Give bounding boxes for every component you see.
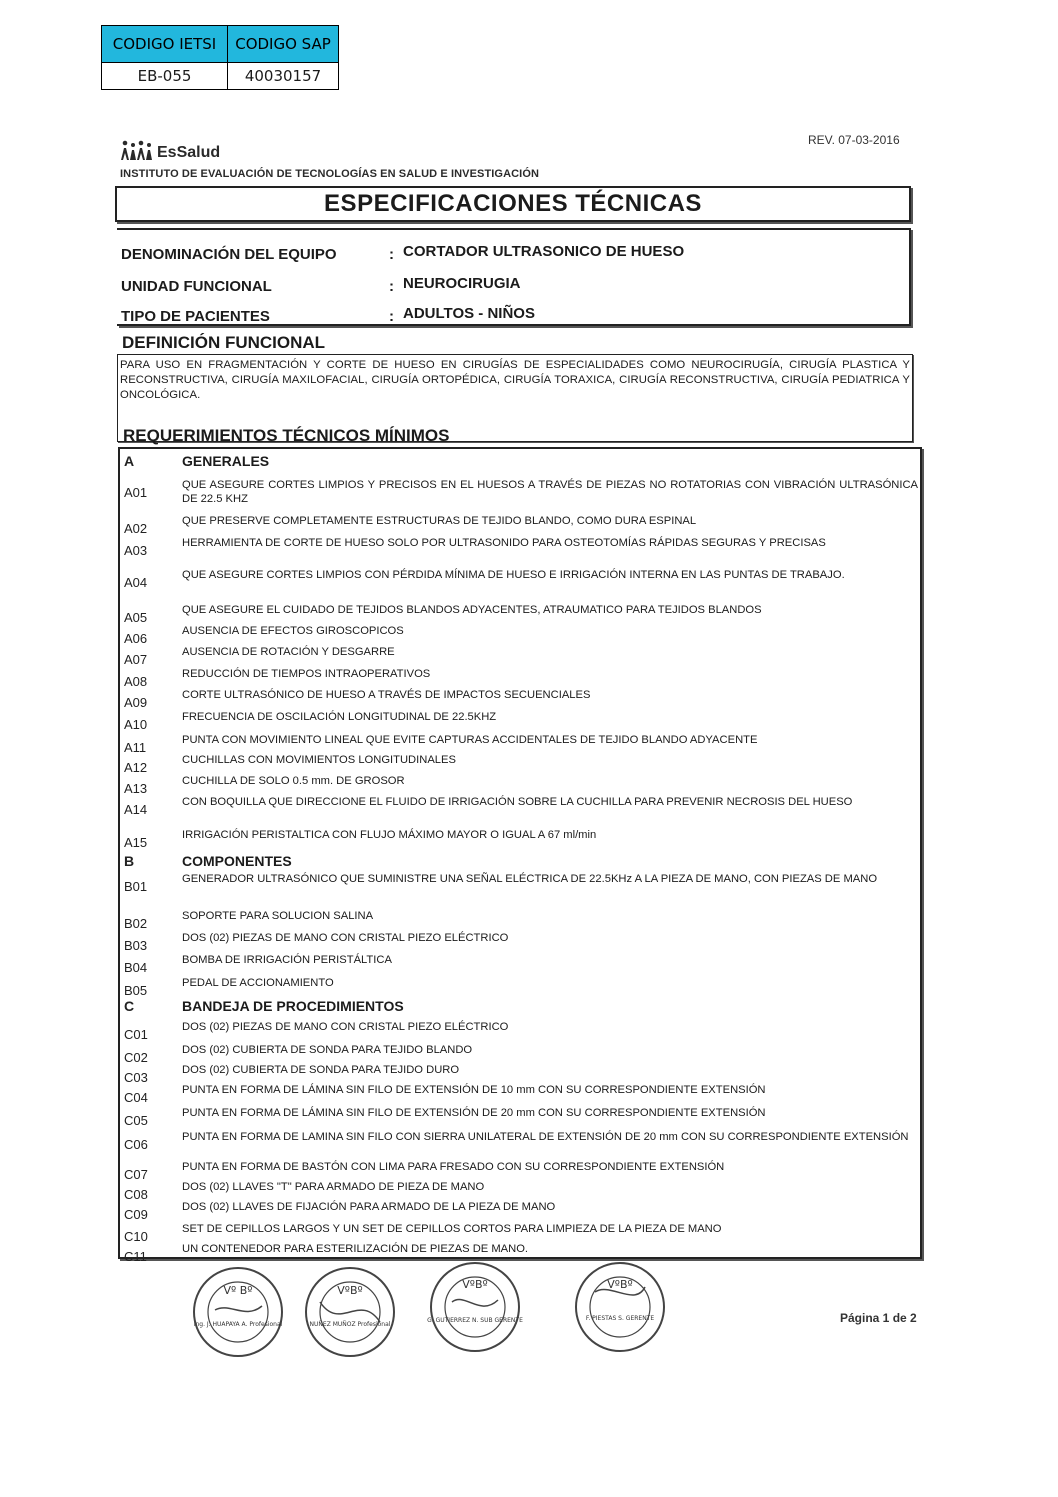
requirement-text: GENERALES [182, 453, 270, 469]
svg-text:VºBº: VºBº [607, 1278, 633, 1291]
requirement-text: DOS (02) CUBIERTA DE SONDA PARA TEJIDO BLANDO [182, 1044, 473, 1056]
requirement-text: COMPONENTES [182, 853, 292, 869]
requirement-code: C03 [124, 1070, 148, 1085]
info-value: NEUROCIRUGIA [403, 275, 521, 292]
requirement-text: HERRAMIENTA DE CORTE DE HUESO SOLO POR ULTRASONIDO PARA OSTEOTOMÍAS RÁPIDAS SEGURAS Y PRECISAS [182, 537, 826, 549]
codes-value-ietsi: EB-055 [102, 63, 228, 90]
requirement-code: C07 [124, 1167, 148, 1182]
requirement-text: PUNTA CON MOVIMIENTO LINEAL QUE EVITE CAPTURAS ACCIDENTALES DE TEJIDO BLANDO ADYACENTE [182, 734, 758, 746]
requirement-text: CUCHILLAS CON MOVIMIENTOS LONGITUDINALES [182, 754, 456, 766]
requirement-code: A09 [124, 695, 148, 710]
requirement-text: QUE ASEGURE CORTES LIMPIOS Y PRECISOS EN EL HUESOS A TRAVÉS DE PIEZAS NO ROTATORIAS CON VIBRACIÓN ULTRASÓNICA DE 22.5 KHZ [182, 479, 918, 505]
document-title-text: ESPECIFICACIONES TÉCNICAS [324, 190, 702, 217]
requirement-text: DOS (02) PIEZAS DE MANO CON CRISTAL PIEZO ELÉCTRICO [182, 1021, 509, 1033]
svg-text:Ing. J. HUAPAYA A. Profesional: Ing. J. HUAPAYA A. Profesional [193, 1321, 283, 1328]
info-label: TIPO DE PACIENTES [121, 308, 270, 325]
stamp-3 [427, 1263, 523, 1351]
requirement-code: B04 [124, 960, 148, 975]
requirement-text: CUCHILLA DE SOLO 0.5 mm. DE GROSOR [182, 775, 405, 787]
requirement-text: SET DE CEPILLOS LARGOS Y UN SET DE CEPILLOS CORTOS PARA LIMPIEZA DE LA PIEZA DE MANO [182, 1223, 722, 1235]
requirement-code: C05 [124, 1113, 148, 1128]
requirement-text: CON BOQUILLA QUE DIRECCIONE EL FLUIDO DE IRRIGACIÓN SOBRE LA CUCHILLA PARA PREVENIR NECROSIS DEL HUESO [182, 796, 853, 808]
requirement-code: A08 [124, 674, 148, 689]
requirement-text: QUE PRESERVE COMPLETAMENTE ESTRUCTURAS DE TEJIDO BLANDO, COMO DURA ESPINAL [182, 515, 697, 527]
requirement-code: C [124, 998, 135, 1014]
requirement-code: C01 [124, 1027, 148, 1042]
page-number: Página 1 de 2 [840, 1311, 917, 1325]
requirement-code: C02 [124, 1050, 148, 1065]
requirement-code: A01 [124, 485, 148, 500]
info-value: CORTADOR ULTRASONICO DE HUESO [403, 243, 685, 260]
requirement-text: DOS (02) LLAVES "T" PARA ARMADO DE PIEZA DE MANO [182, 1181, 485, 1193]
info-value: ADULTOS - NIÑOS [403, 305, 535, 322]
requirement-code: A [124, 453, 135, 469]
codes-header-ietsi: CODIGO IETSI [102, 26, 228, 63]
svg-text:VºBº: VºBº [337, 1284, 363, 1297]
requirement-code: A12 [124, 760, 148, 775]
requirement-text: DOS (02) CUBIERTA DE SONDA PARA TEJIDO DURO [182, 1064, 460, 1076]
requirement-text: DOS (02) LLAVES DE FIJACIÓN PARA ARMADO DE LA PIEZA DE MANO [182, 1201, 556, 1213]
requirement-text: PUNTA EN FORMA DE LÁMINA SIN FILO DE EXTENSIÓN DE 10 mm CON SU CORRESPONDIENTE EXTENSIÓN [182, 1084, 766, 1096]
requirement-code: A14 [124, 802, 148, 817]
requirement-code: B02 [124, 916, 148, 931]
requirement-text: SOPORTE PARA SOLUCION SALINA [182, 910, 374, 922]
document-title [115, 186, 911, 222]
requirement-code: A13 [124, 781, 148, 796]
requirement-text: GENERADOR ULTRASÓNICO QUE SUMINISTRE UNA SEÑAL ELÉCTRICA DE 22.5KHz A LA PIEZA DE MANO, CON PIEZAS DE MANO [182, 873, 878, 885]
requirement-text: REDUCCIÓN DE TIEMPOS INTRAOPERATIVOS [182, 668, 431, 680]
info-sep: : [389, 246, 394, 263]
codes-value-sap: 40030157 [228, 63, 339, 90]
svg-text:F. PIESTAS S. GERENTE: F. PIESTAS S. GERENTE [585, 1315, 655, 1322]
svg-text:NUÑEZ MUÑOZ Profesional: NUÑEZ MUÑOZ Profesional [309, 1321, 391, 1328]
requirement-text: FRECUENCIA DE OSCILACIÓN LONGITUDINAL DE 22.5KHZ [182, 711, 497, 723]
stamps-area [190, 1262, 690, 1362]
requirement-text: IRRIGACIÓN PERISTALTICA CON FLUJO MÁXIMO MAYOR O IGUAL A 67 ml/min [182, 829, 597, 841]
requirement-code: A10 [124, 717, 148, 732]
requirement-text: UN CONTENEDOR PARA ESTERILIZACIÓN DE PIEZAS DE MANO. [182, 1243, 529, 1255]
requirement-code: C11 [124, 1249, 147, 1264]
requirement-code: A07 [124, 652, 148, 667]
essalud-logo [120, 140, 220, 165]
requirement-text: BOMBA DE IRRIGACIÓN PERISTÁLTICA [182, 954, 392, 966]
requirement-code: A04 [124, 575, 148, 590]
info-label: UNIDAD FUNCIONAL [121, 278, 272, 295]
people-icon [120, 140, 154, 165]
requirement-code: B03 [124, 938, 148, 953]
stamp-4 [576, 1263, 664, 1351]
requirement-code: B05 [124, 983, 148, 998]
requirement-text: PUNTA EN FORMA DE BASTÓN CON LIMA PARA FRESADO CON SU CORRESPONDIENTE EXTENSIÓN [182, 1161, 725, 1173]
requirement-code: A02 [124, 521, 148, 536]
institute-name: INSTITUTO DE EVALUACIÓN DE TECNOLOGÍAS EN SALUD E INVESTIGACIÓN [120, 168, 540, 180]
requirements-table [118, 447, 922, 1264]
info-label: DENOMINACIÓN DEL EQUIPO [121, 246, 337, 263]
requirement-code: C08 [124, 1187, 148, 1202]
requirement-code: C06 [124, 1137, 148, 1152]
requirement-text: DOS (02) PIEZAS DE MANO CON CRISTAL PIEZO ELÉCTRICO [182, 932, 509, 944]
requirement-code: A11 [124, 740, 147, 755]
requirement-text: QUE ASEGURE EL CUIDADO DE TEJIDOS BLANDOS ADYACENTES, ATRAUMATICO PARA TEJIDOS BLANDOS [182, 604, 762, 616]
requirement-text: CORTE ULTRASÓNICO DE HUESO A TRAVÉS DE IMPACTOS SECUENCIALES [182, 689, 591, 701]
definition-title: DEFINICIÓN FUNCIONAL [122, 333, 326, 352]
requirement-text: PUNTA EN FORMA DE LÁMINA SIN FILO DE EXTENSIÓN DE 20 mm CON SU CORRESPONDIENTE EXTENSIÓN [182, 1107, 766, 1119]
codes-table [101, 25, 339, 90]
requirements-title: REQUERIMIENTOS TÉCNICOS MÍNIMOS [123, 426, 450, 445]
requirement-text: BANDEJA DE PROCEDIMIENTOS [182, 998, 404, 1014]
definition-text: PARA USO EN FRAGMENTACIÓN Y CORTE DE HUESO EN CIRUGÍAS DE ESPECIALIDADES COMO NEUROCIRUGÍA, CIRUGÍA PLASTICA Y RECONSTRUCTIVA, CIRUGÍA MAXILOFACIAL, CIRUGÍA ORTOPÉDICA, CIRUGÍA TORAXICA, CIRUGÍA RECONSTRUCTIVA, CIRUGÍA PEDIATRICA Y ONCOLÓGICA. [120, 359, 910, 401]
svg-text:Vº Bº: Vº Bº [223, 1284, 253, 1297]
info-sep: : [389, 308, 394, 325]
stamp-1 [194, 1268, 283, 1356]
approval-stamps [190, 1262, 690, 1362]
svg-text:VºBº: VºBº [462, 1278, 488, 1291]
logo-text: EsSalud [157, 143, 221, 161]
requirement-code: A15 [124, 835, 148, 850]
codes-header-sap: CODIGO SAP [228, 26, 339, 63]
svg-text:G. GUTIERREZ N. SUB GERENTE: G. GUTIERREZ N. SUB GERENTE [427, 1317, 523, 1324]
requirement-text: PUNTA EN FORMA DE LAMINA SIN FILO CON SIERRA UNILATERAL DE EXTENSIÓN DE 20 mm CON SU CORRESPONDIENTE EXTENSIÓN [182, 1131, 909, 1143]
requirement-code: C09 [124, 1207, 148, 1222]
revision-date: REV. 07-03-2016 [808, 133, 900, 147]
requirement-code: C04 [124, 1090, 148, 1105]
info-sep: : [389, 278, 394, 295]
requirement-code: A05 [124, 610, 148, 625]
requirement-text: AUSENCIA DE EFECTOS GIROSCOPICOS [182, 625, 404, 637]
requirement-text: QUE ASEGURE CORTES LIMPIOS CON PÉRDIDA MÍNIMA DE HUESO E IRRIGACIÓN INTERNA EN LAS PUNTAS DE TRABAJO. [182, 569, 845, 581]
requirement-text: AUSENCIA DE ROTACIÓN Y DESGARRE [182, 646, 395, 658]
requirement-code: A03 [124, 543, 148, 558]
requirement-text: PEDAL DE ACCIONAMIENTO [182, 977, 334, 989]
requirement-code: B [124, 853, 135, 869]
stamp-2 [306, 1268, 394, 1356]
requirement-code: B01 [124, 879, 148, 894]
requirement-code: A06 [124, 631, 148, 646]
equipment-info-box [117, 228, 911, 326]
requirement-code: C10 [124, 1229, 148, 1244]
